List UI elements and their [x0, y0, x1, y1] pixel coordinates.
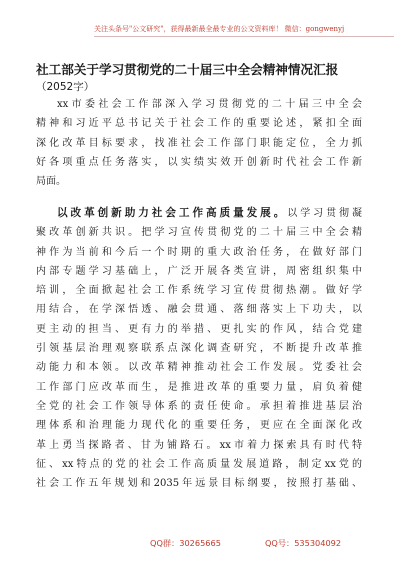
word-count: （2052字）	[36, 81, 95, 93]
paragraph-line: 局面。	[36, 176, 66, 188]
paragraph-line: 神作为当前和今后一个时期的重大政治任务，在做好部门	[36, 246, 362, 258]
paragraph-line: 用结合，在学深悟透、融会贯通、落细落实上下功夫，以	[36, 304, 362, 316]
paragraph-line: 理体系和治理能力现代化的重要任务，更应在全面深化改	[36, 420, 362, 432]
qq-group-label: QQ群：30265665	[150, 538, 221, 548]
paragraph-1	[36, 95, 362, 191]
footer	[150, 538, 341, 549]
paragraph-line: 聚改革创新共识。把学习宣传贯彻党的二十届三中全会精	[36, 227, 362, 239]
paragraph-line: 全党的社会工作领导体系的责任使命。承担着推进基层治	[36, 400, 362, 412]
paragraph-line: 征、xx特点的党的社会工作高质量发展道路，制定xx党的	[36, 458, 362, 470]
paragraph-line: xx市委社会工作部深入学习贯彻党的二十届三中全会	[57, 99, 362, 110]
document-title: 社工部关于学习贯彻党的二十届三中全会精神情况汇报	[36, 62, 339, 77]
paragraph-line: 引领基层治理观察联系点深化调查研究，不断提升改革推	[36, 343, 362, 355]
paragraph-line: 培训，全面掀起社会工作系统学习宣传贯彻热潮。做好学	[36, 285, 362, 297]
paragraph-line: 工作部门应改革而生，是推进改革的重要力量，肩负着健	[36, 381, 362, 393]
paragraph-line: 精神和习近平总书记关于社会工作的重要论述，紧扣全面	[36, 118, 362, 130]
paragraph-line	[36, 204, 362, 223]
qq-number-label: QQ号：535304092	[264, 538, 342, 548]
paragraph-line: 革上勇当探路者、甘为铺路石。xx市着力探索具有时代特	[36, 439, 362, 451]
paragraph-line: 内部专题学习基础上，广泛开展各类宣讲，周密组织集中	[36, 265, 362, 277]
header-banner: 关注头条号"公文研究"，获得最新最全最专业的公文资料库！ 微信：gongwenyj	[94, 24, 394, 37]
paragraph-line: 更主动的担当、更有力的举措、更扎实的作风，结合党建	[36, 323, 362, 335]
paragraph-line: 社会工作五年规划和2035年远景目标纲要，按照打基础、	[36, 478, 362, 490]
paragraph-line: 好各项重点任务落实，以实绩实效开创新时代社会工作新	[36, 156, 362, 168]
paragraph-line: 深化改革目标要求，找准社会工作部门职能定位，全力抓	[36, 137, 362, 149]
paragraph-line: 动能力和本领。以改革精神推动社会工作发展。党委社会	[36, 362, 362, 374]
paragraph-2	[36, 204, 362, 493]
section-heading: 以改革创新助力社会工作高质量发展。	[57, 207, 288, 219]
paragraph-text: 以学习贯彻凝	[287, 208, 363, 219]
